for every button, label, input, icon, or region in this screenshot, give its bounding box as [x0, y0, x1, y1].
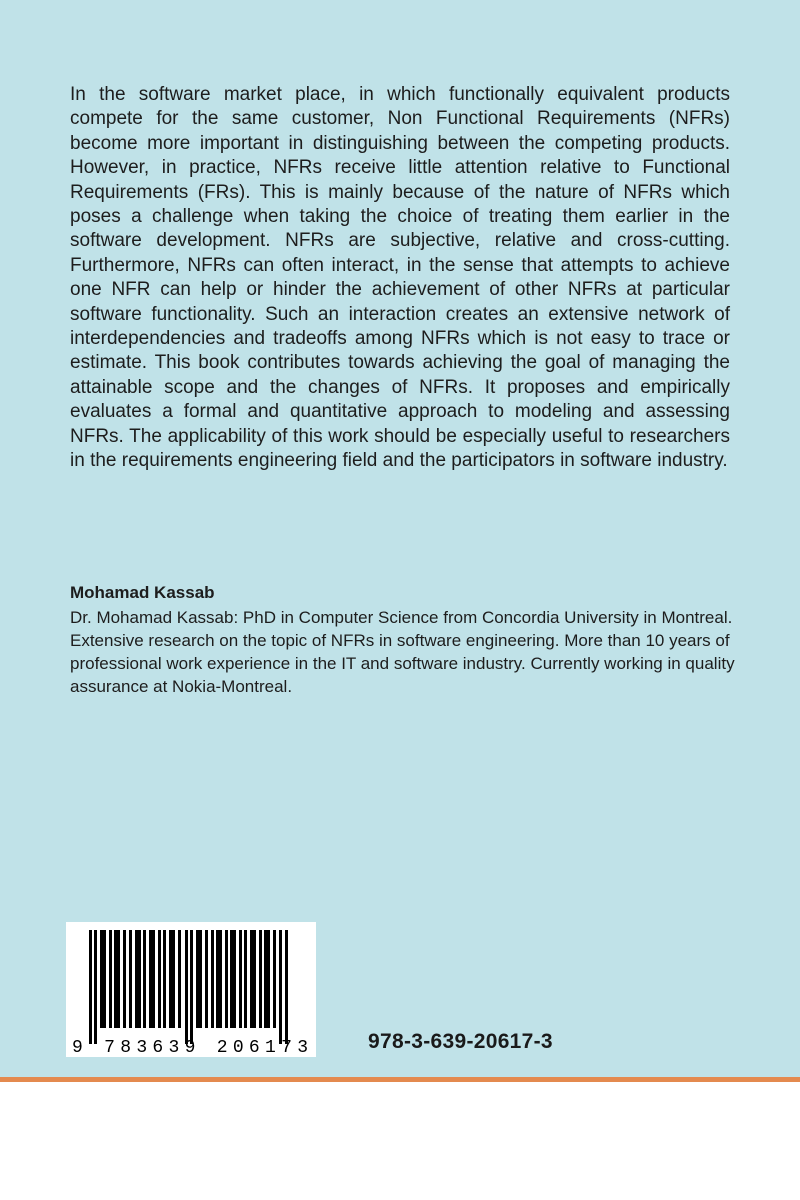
barcode-digits: 9 783639 206173	[72, 1038, 308, 1057]
accent-divider	[0, 1077, 800, 1082]
author-bio: Dr. Mohamad Kassab: PhD in Computer Science from Concordia University in Montreal. Extensive research on the topic of NFRs in software engineering. More than 10 years of professional work experience in the IT and software industry. Currently working in quality assurance at Nokia-Montreal.	[70, 608, 735, 696]
book-blurb: In the software market place, in which functionally equivalent products compete for the same customer, Non Functional Requirements (NFRs) become more important in distinguishing between the competing products. However, in practice, NFRs receive little attention relative to Functional Requirements (FRs). This is mainly because of the nature of NFRs which poses a challenge when taking the choice of treating them earlier in the software development. NFRs are subjective, relative and cross-cutting. Furthermore, NFRs can often interact, in the sense that attempts to achieve one NFR can help or hinder the achievement of other NFRs at particular software functionality. Such an interaction creates an extensive network of interdependencies and tradeoffs among NFRs which is not easy to trace or estimate. This book contributes towards achieving the goal of managing the attainable scope and the changes of NFRs. It proposes and empirically evaluates a formal and quantitative approach to modeling and assessing NFRs. The applicability of this work should be especially useful to researchers in the requirements engineering field and the participators in software industry.	[70, 84, 730, 472]
barcode-graphic	[66, 922, 316, 1057]
isbn-number: 978-3-639-20617-3	[368, 1030, 553, 1053]
barcode-bars	[89, 930, 288, 1044]
author-name: Mohamad Kassab	[70, 583, 215, 602]
barcode	[66, 922, 316, 1057]
